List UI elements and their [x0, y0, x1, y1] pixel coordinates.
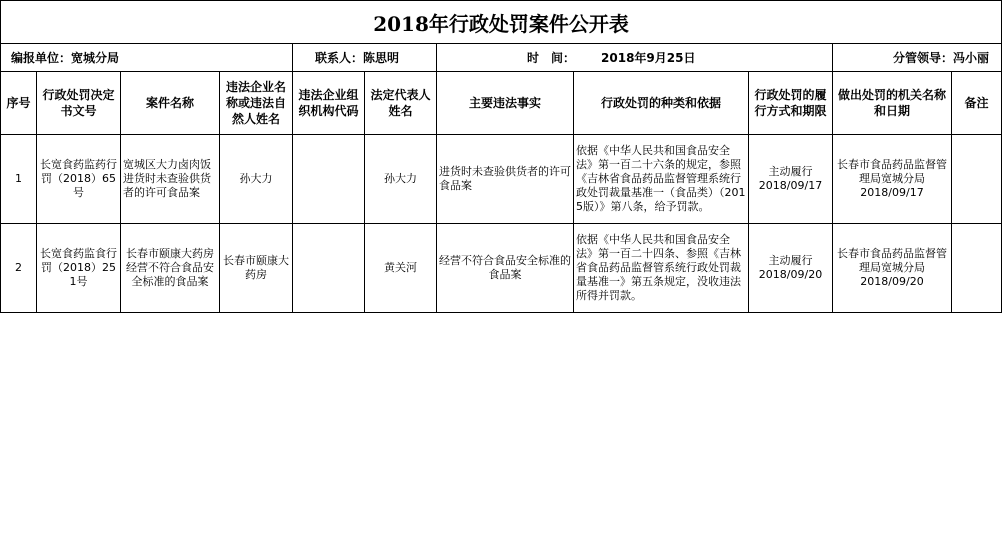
column-header: 主要违法事实: [437, 72, 574, 135]
cell-org-code: [293, 135, 365, 224]
contact-value: 陈思明: [363, 51, 400, 65]
cell-org-code: [293, 224, 365, 313]
column-header: 行政处罚的种类和依据: [574, 72, 749, 135]
cell-doc-no: 长宽食药监食行罚（2018）251号: [37, 224, 121, 313]
cell-party: 孙大力: [220, 135, 293, 224]
leader-value: 冯小丽: [953, 51, 990, 65]
column-header: 序号: [1, 72, 37, 135]
column-header: 做出处罚的机关名称和日期: [833, 72, 952, 135]
leader-cell: [833, 44, 1002, 72]
unit-value: 宽城分局: [71, 51, 120, 65]
table-row: [1, 135, 1002, 224]
cell-authority: 长春市食品药品监督管理局宽城分局 2018/09/20: [833, 224, 952, 313]
cell-remark: [952, 224, 1002, 313]
time-label: 时 间：: [527, 51, 576, 65]
time-value: 2018年9月25日: [601, 51, 696, 65]
column-header: 违法企业组织机构代码: [293, 72, 365, 135]
cell-doc-no: 长宽食药监药行罚（2018）65号: [37, 135, 121, 224]
time-cell: [437, 44, 833, 72]
leader-label: 分管领导：: [893, 51, 954, 65]
cell-legal-rep: 黄关河: [365, 224, 437, 313]
cell-party: 长春市颐康大药房: [220, 224, 293, 313]
cell-basis: 依据《中华人民共和国食品安全法》第一百二十四条、参照《吉林省食品药品监督管系统行政处罚裁量基准一》第五条规定，没收违法所得并罚款。: [574, 224, 749, 313]
column-header: 行政处罚的履行方式和期限: [749, 72, 833, 135]
cell-facts: 进货时未查验供货者的许可食品案: [437, 135, 574, 224]
header-row: [1, 72, 1002, 135]
cell-basis: 依据《中华人民共和国食品安全法》第一百二十六条的规定，参照《吉林省食品药品监督管理系统行政处罚裁量基准一（食品类）（2015版）》第八条，给予罚款。: [574, 135, 749, 224]
unit-cell: [1, 44, 293, 72]
column-header: 备注: [952, 72, 1002, 135]
unit-label: 编报单位：: [11, 51, 72, 65]
title-row: [1, 1, 1002, 44]
cell-facts: 经营不符合食品安全标准的食品案: [437, 224, 574, 313]
cell-case-name: 长春市颐康大药房经营不符合食品安全标准的食品案: [121, 224, 220, 313]
column-header: 法定代表人姓名: [365, 72, 437, 135]
cell-no: 1: [1, 135, 37, 224]
cell-performance: 主动履行 2018/09/20: [749, 224, 833, 313]
cell-no: 2: [1, 224, 37, 313]
cell-authority: 长春市食品药品监督管理局宽城分局 2018/09/17: [833, 135, 952, 224]
cell-remark: [952, 135, 1002, 224]
table-row: [1, 224, 1002, 313]
cell-legal-rep: 孙大力: [365, 135, 437, 224]
cell-case-name: 宽城区大力卤肉饭进货时未查验供货者的许可食品案: [121, 135, 220, 224]
info-row: [1, 44, 1002, 72]
column-header: 违法企业名称或违法自然人姓名: [220, 72, 293, 135]
column-header: 案件名称: [121, 72, 220, 135]
contact-label: 联系人：: [315, 51, 364, 65]
table-title: 2018年行政处罚案件公开表: [1, 1, 1002, 44]
contact-cell: [293, 44, 437, 72]
column-header: 行政处罚决定书文号: [37, 72, 121, 135]
cell-performance: 主动履行 2018/09/17: [749, 135, 833, 224]
